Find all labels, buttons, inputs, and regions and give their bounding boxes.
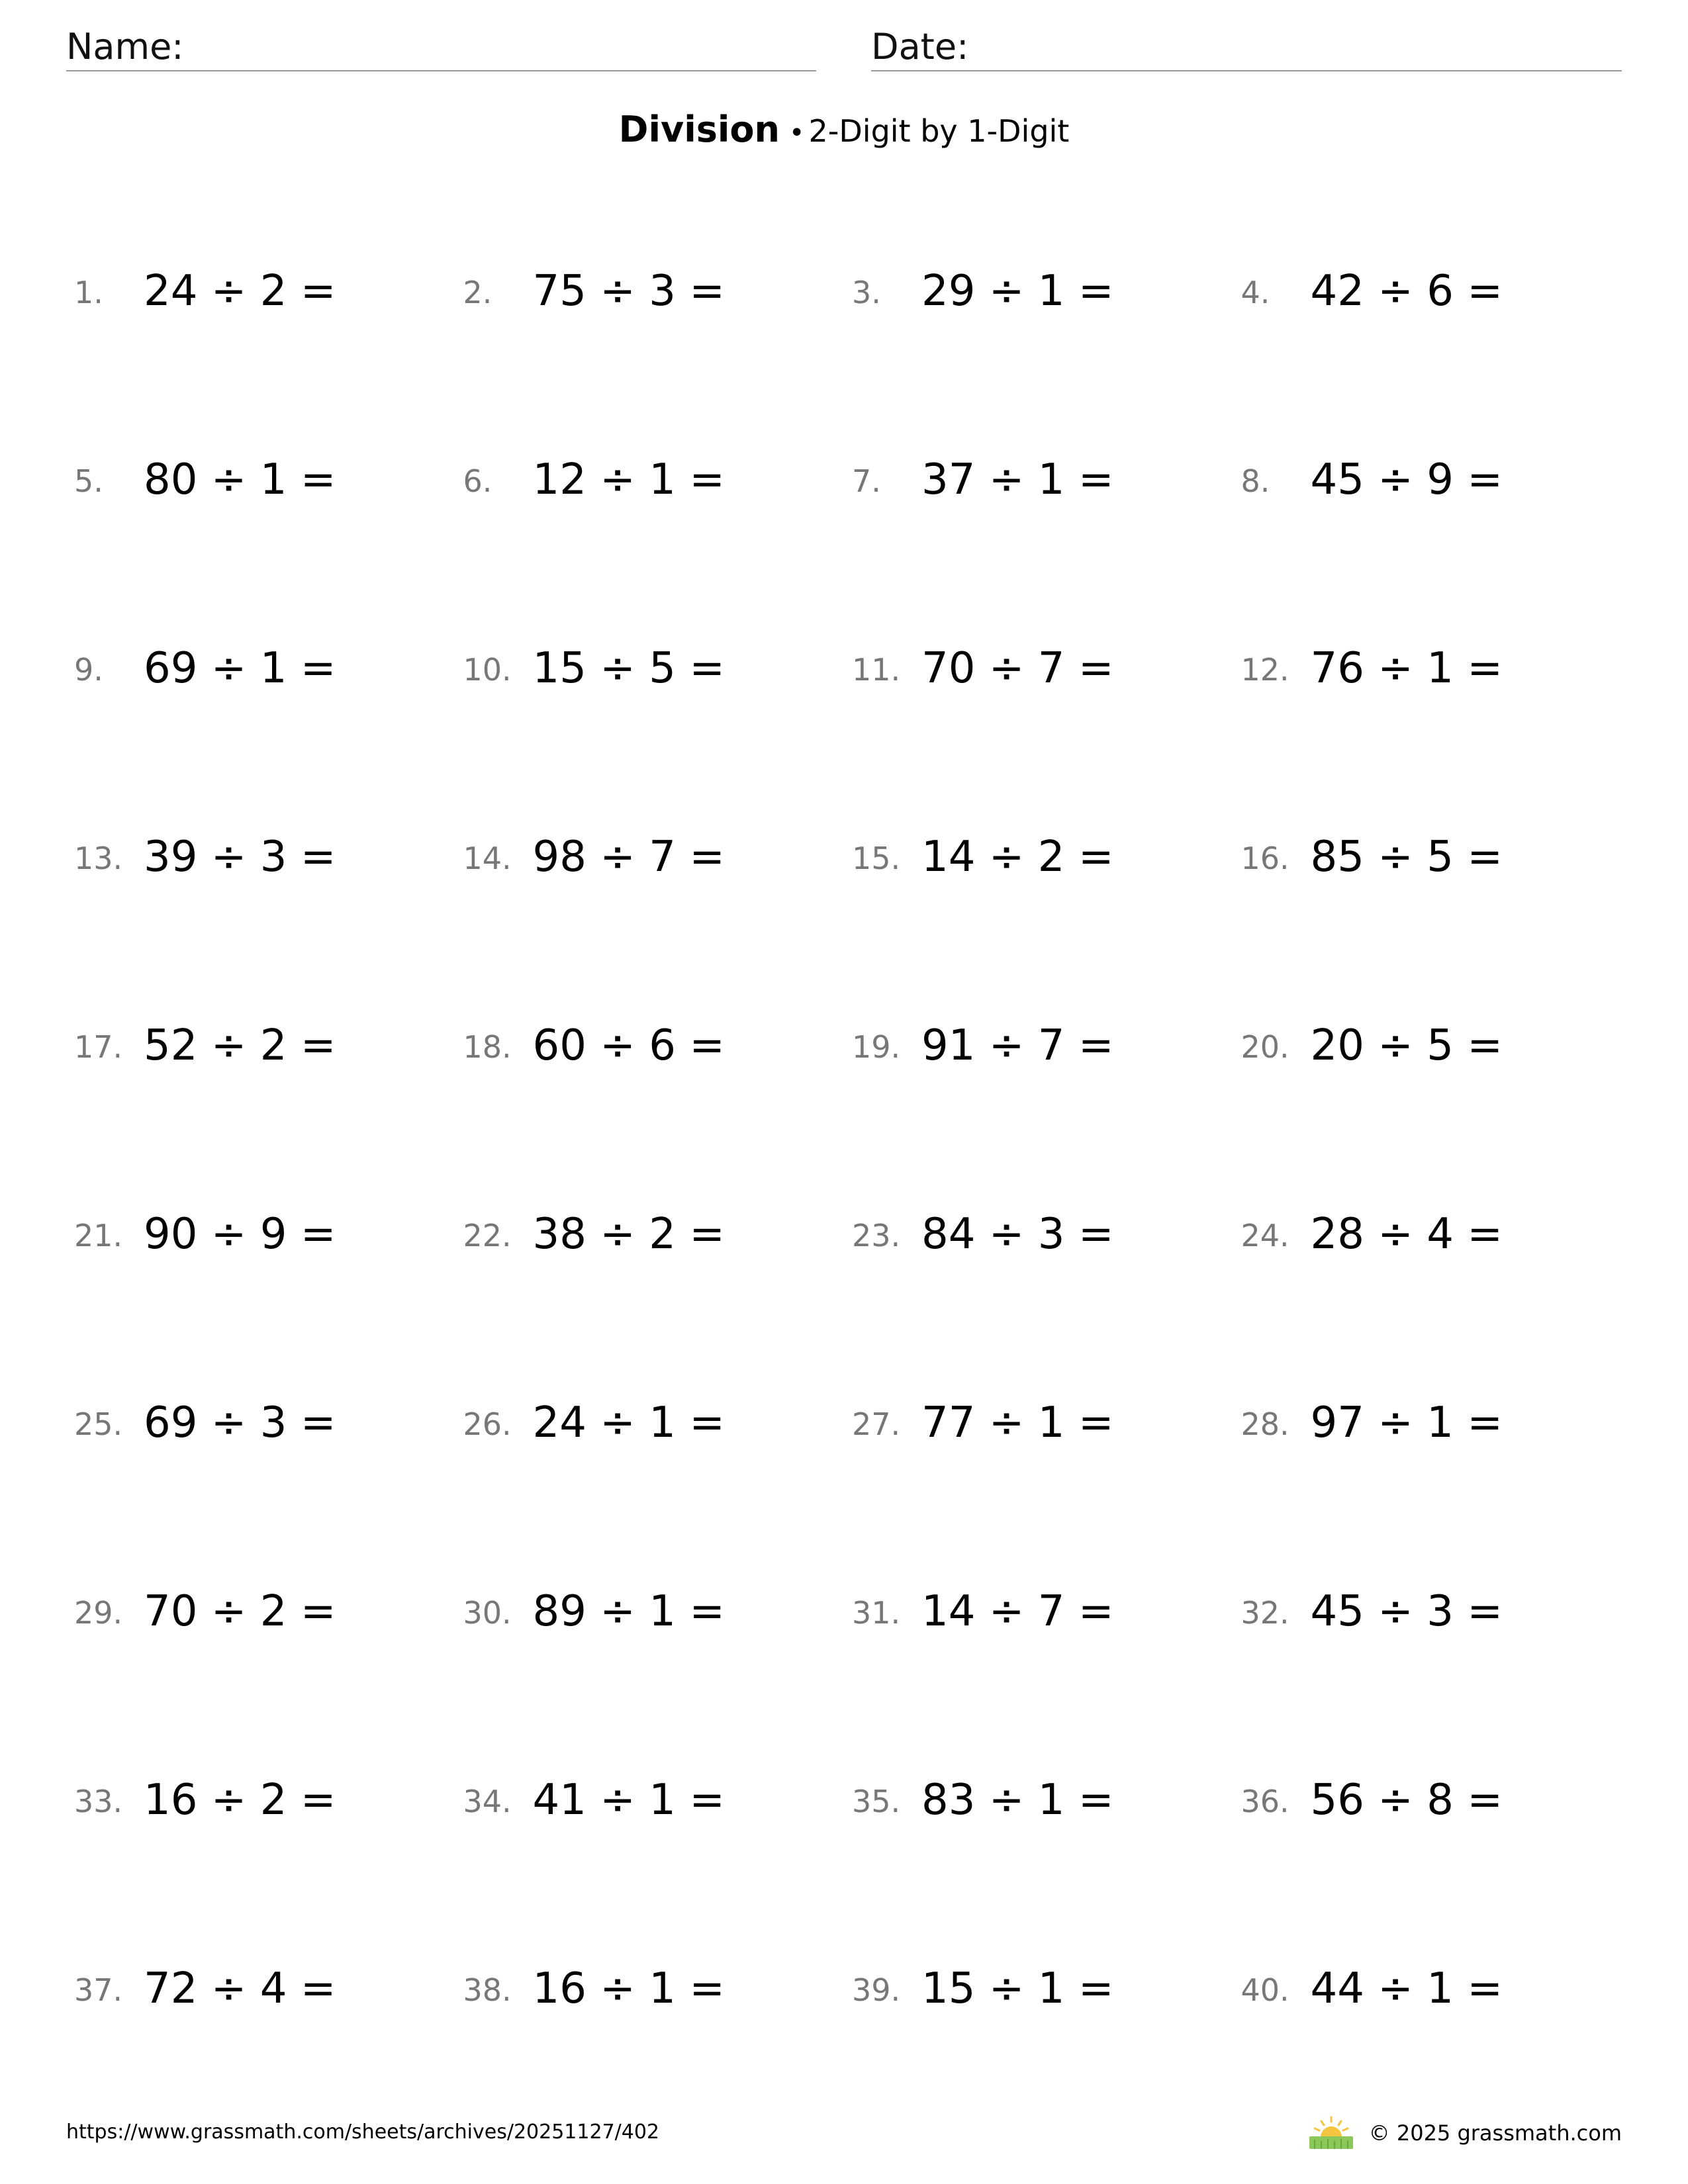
problem-number: 23.: [852, 1218, 901, 1253]
problem-item: [66, 576, 455, 764]
name-field[interactable]: [66, 24, 816, 71]
problem-expression: 72 ÷ 4 =: [144, 1964, 336, 2013]
problem-number: 29.: [74, 1595, 123, 1631]
problem-number: 18.: [463, 1029, 512, 1065]
problem-expression: 14 ÷ 2 =: [921, 833, 1114, 882]
problem-expression: 14 ÷ 7 =: [921, 1587, 1114, 1636]
problem-number: 38.: [463, 1972, 512, 2008]
problem-item: [66, 1707, 455, 1896]
problem-item: [66, 764, 455, 953]
problem-number: 32.: [1241, 1595, 1289, 1631]
problem-item: [455, 953, 845, 1142]
problem-number: 37.: [74, 1972, 123, 2008]
problem-number: 20.: [1241, 1029, 1289, 1065]
problem-number: 24.: [1241, 1218, 1289, 1253]
problem-expression: 97 ÷ 1 =: [1310, 1398, 1503, 1447]
problem-item: [844, 953, 1233, 1142]
problem-item: [455, 1707, 845, 1896]
problem-item: [1233, 764, 1622, 953]
problem-item: [1233, 1707, 1622, 1896]
problem-expression: 70 ÷ 7 =: [921, 644, 1114, 693]
problem-item: [844, 199, 1233, 387]
problem-number: 33.: [74, 1784, 123, 1819]
problem-item: [66, 1896, 455, 2085]
problem-number: 3.: [852, 275, 881, 310]
problem-item: [844, 1707, 1233, 1896]
problem-number: 9.: [74, 652, 103, 688]
date-label: Date:: [871, 26, 969, 68]
problem-number: 13.: [74, 841, 123, 876]
problem-item: [66, 1519, 455, 1707]
problem-expression: 85 ÷ 5 =: [1310, 833, 1503, 882]
problem-expression: 42 ÷ 6 =: [1310, 267, 1503, 316]
problem-expression: 28 ÷ 4 =: [1310, 1210, 1503, 1259]
problem-item: [844, 1896, 1233, 2085]
date-field[interactable]: [871, 24, 1622, 71]
problem-number: 8.: [1241, 463, 1270, 499]
problem-expression: 24 ÷ 2 =: [144, 267, 336, 316]
problem-number: 7.: [852, 463, 881, 499]
problem-expression: 69 ÷ 1 =: [144, 644, 336, 693]
problem-expression: 38 ÷ 2 =: [532, 1210, 725, 1259]
problem-item: [455, 764, 845, 953]
problem-expression: 45 ÷ 9 =: [1310, 455, 1503, 504]
problem-item: [844, 387, 1233, 576]
problem-expression: 60 ÷ 6 =: [532, 1021, 725, 1070]
problem-number: 19.: [852, 1029, 901, 1065]
problem-expression: 83 ÷ 1 =: [921, 1776, 1114, 1825]
problem-item: [1233, 1519, 1622, 1707]
problem-number: 34.: [463, 1784, 512, 1819]
problem-number: 6.: [463, 463, 492, 499]
problem-item: [455, 1330, 845, 1519]
problem-item: [844, 1142, 1233, 1330]
problem-item: [455, 1896, 845, 2085]
problem-number: 39.: [852, 1972, 901, 2008]
problem-number: 11.: [852, 652, 901, 688]
problem-expression: 45 ÷ 3 =: [1310, 1587, 1503, 1636]
problem-number: 40.: [1241, 1972, 1289, 2008]
problem-number: 12.: [1241, 652, 1289, 688]
problem-expression: 37 ÷ 1 =: [921, 455, 1114, 504]
problem-number: 5.: [74, 463, 103, 499]
problem-expression: 41 ÷ 1 =: [532, 1776, 725, 1825]
problem-expression: 77 ÷ 1 =: [921, 1398, 1114, 1447]
problem-item: [66, 387, 455, 576]
problem-expression: 16 ÷ 1 =: [532, 1964, 725, 2013]
problem-expression: 44 ÷ 1 =: [1310, 1964, 1503, 2013]
problem-expression: 89 ÷ 1 =: [532, 1587, 725, 1636]
problem-item: [1233, 199, 1622, 387]
problem-expression: 70 ÷ 2 =: [144, 1587, 336, 1636]
problem-item: [1233, 1142, 1622, 1330]
problem-number: 30.: [463, 1595, 512, 1631]
problem-item: [1233, 576, 1622, 764]
problem-expression: 84 ÷ 3 =: [921, 1210, 1114, 1259]
problem-number: 28.: [1241, 1406, 1289, 1442]
title-main: Division: [618, 109, 780, 150]
problem-expression: 24 ÷ 1 =: [532, 1398, 725, 1447]
problem-item: [66, 1330, 455, 1519]
problem-item: [66, 1142, 455, 1330]
problem-expression: 98 ÷ 7 =: [532, 833, 725, 882]
problem-expression: 69 ÷ 3 =: [144, 1398, 336, 1447]
problem-number: 25.: [74, 1406, 123, 1442]
problem-expression: 56 ÷ 8 =: [1310, 1776, 1503, 1825]
problem-item: [455, 1142, 845, 1330]
footer-url: https://www.grassmath.com/sheets/archives/20251127/402: [66, 2120, 660, 2144]
problem-expression: 90 ÷ 9 =: [144, 1210, 336, 1259]
worksheet-title: [0, 106, 1688, 162]
problem-item: [455, 387, 845, 576]
title-subtitle: 2-Digit by 1-Digit: [808, 113, 1070, 149]
problem-expression: 75 ÷ 3 =: [532, 267, 725, 316]
footer-brand: [1308, 2115, 1622, 2151]
problem-expression: 29 ÷ 1 =: [921, 267, 1114, 316]
problem-number: 36.: [1241, 1784, 1289, 1819]
problem-expression: 20 ÷ 5 =: [1310, 1021, 1503, 1070]
problem-number: 4.: [1241, 275, 1270, 310]
problem-item: [844, 576, 1233, 764]
problem-item: [455, 1519, 845, 1707]
problem-expression: 12 ÷ 1 =: [532, 455, 725, 504]
problem-number: 17.: [74, 1029, 123, 1065]
problem-item: [844, 1330, 1233, 1519]
problem-number: 26.: [463, 1406, 512, 1442]
name-label: Name:: [66, 26, 184, 68]
problem-item: [1233, 1330, 1622, 1519]
problem-expression: 15 ÷ 1 =: [921, 1964, 1114, 2013]
problem-item: [455, 576, 845, 764]
problem-expression: 91 ÷ 7 =: [921, 1021, 1114, 1070]
problem-item: [1233, 1896, 1622, 2085]
problem-number: 2.: [463, 275, 492, 310]
problem-item: [1233, 387, 1622, 576]
problem-item: [455, 199, 845, 387]
problem-item: [844, 1519, 1233, 1707]
problem-expression: 80 ÷ 1 =: [144, 455, 336, 504]
problem-expression: 39 ÷ 3 =: [144, 833, 336, 882]
problem-expression: 76 ÷ 1 =: [1310, 644, 1503, 693]
problem-number: 16.: [1241, 841, 1289, 876]
problem-number: 1.: [74, 275, 103, 310]
problem-number: 10.: [463, 652, 512, 688]
problem-expression: 15 ÷ 5 =: [532, 644, 725, 693]
grass-sun-logo-icon: [1308, 2116, 1354, 2150]
problem-number: 15.: [852, 841, 901, 876]
problem-item: [66, 953, 455, 1142]
title-separator: •: [788, 118, 805, 148]
problem-number: 35.: [852, 1784, 901, 1819]
problem-number: 27.: [852, 1406, 901, 1442]
problem-expression: 16 ÷ 2 =: [144, 1776, 336, 1825]
problem-grid: [66, 199, 1622, 2085]
problem-number: 31.: [852, 1595, 901, 1631]
copyright-text: © 2025 grassmath.com: [1368, 2120, 1622, 2146]
problem-number: 21.: [74, 1218, 123, 1253]
problem-number: 22.: [463, 1218, 512, 1253]
problem-number: 14.: [463, 841, 512, 876]
problem-item: [66, 199, 455, 387]
problem-expression: 52 ÷ 2 =: [144, 1021, 336, 1070]
problem-item: [844, 764, 1233, 953]
problem-item: [1233, 953, 1622, 1142]
